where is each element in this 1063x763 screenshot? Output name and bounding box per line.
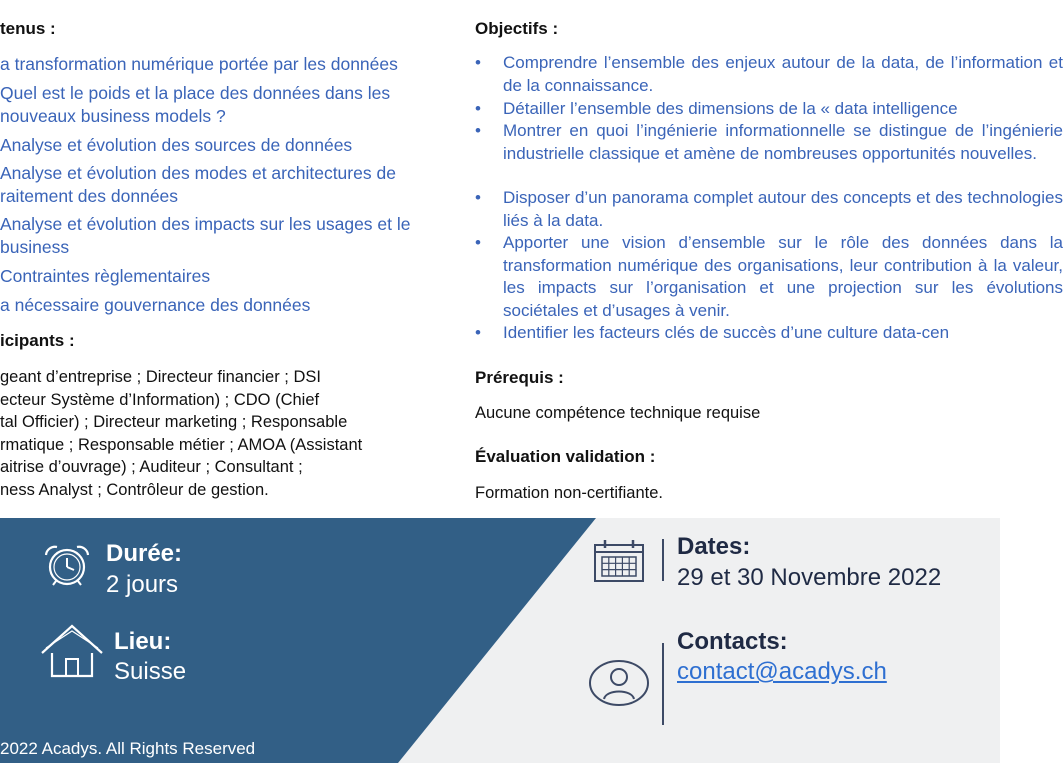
duree-value: 2 jours	[106, 571, 179, 598]
list-item: Quel est le poids et la place des données dans les	[0, 83, 391, 103]
list-item: a transformation numérique portée par les données	[0, 54, 398, 74]
list-item: Analyse et évolution des modes et architectures de	[0, 163, 396, 183]
dates-value: 29 et 30 Novembre 2022	[677, 564, 942, 591]
list-item: • Identifier les facteurs clés de succès d’une culture data-cen	[503, 322, 1063, 345]
participants-line: aitrise d’ouvrage) ; Auditeur ; Consultant ;	[0, 458, 303, 476]
calendar-icon	[593, 539, 645, 583]
list-item: • Apporter une vision d’ensemble sur le rôle des données dans la transformation numérique des organisations, leur contribution à la valeur, les impacts sur l’organisation et une projection sur les évolutions sociétales et d’usages à venir.	[503, 232, 1063, 322]
copyright-text: 2022 Acadys. All Rights Reserved	[0, 739, 256, 758]
contacts-divider	[662, 643, 664, 725]
participants-line: ness Analyst ; Contrôleur de gestion.	[0, 480, 269, 499]
participants-line: tal Officier) ; Directeur marketing ; Responsable	[0, 413, 348, 431]
prerequis-heading: Prérequis :	[475, 368, 564, 387]
house-icon	[40, 623, 104, 679]
contact-email-link[interactable]: contact@acadys.ch	[677, 658, 887, 685]
list-item: Analyse et évolution des impacts sur les usages et le	[0, 214, 411, 234]
participants-text	[0, 366, 430, 501]
list-item: • Comprendre l’ensemble des enjeux autour de la data, de l’information et de la connaissance.	[503, 52, 1063, 98]
contacts-label: Contacts:	[677, 628, 788, 655]
list-item: a nécessaire gouvernance des données	[0, 295, 311, 315]
participants-line: ecteur Système d’Information) ; CDO (Chief	[0, 390, 320, 409]
evaluation-heading: Évaluation validation :	[475, 447, 656, 466]
prerequis-text: Aucune compétence technique requise	[475, 404, 761, 422]
lieu-label: Lieu:	[114, 628, 172, 655]
list-item: • Montrer en quoi l’ingénierie informationnelle se distingue de l’ingénierie industrielle classique et amène de nombreuses opportunités nouvelles.	[503, 120, 1063, 165]
alarm-clock-icon	[42, 543, 92, 587]
list-item: • Détailler l’ensemble des dimensions de la « data intelligence	[503, 98, 1063, 121]
list-item: raitement des données	[0, 186, 179, 206]
participants-line: geant d’entreprise ; Directeur financier ; DSI	[0, 368, 321, 386]
list-item: • Disposer d’un panorama complet autour des concepts et des technologies liés à la data.	[503, 187, 1063, 232]
dates-label: Dates:	[677, 533, 751, 560]
objectifs-list	[475, 0, 1063, 345]
list-item: Analyse et évolution des sources de données	[0, 135, 353, 155]
contenus-heading: tenus :	[0, 19, 56, 38]
contenus-list	[0, 0, 440, 330]
participants-line: rmatique ; Responsable métier ; AMOA (Assistant	[0, 435, 363, 454]
info-footer	[0, 518, 1000, 763]
dates-divider	[662, 539, 664, 581]
lieu-value: Suisse	[114, 658, 187, 685]
participants-heading: icipants :	[0, 331, 75, 350]
duree-label: Durée:	[106, 540, 183, 567]
list-item: business	[0, 237, 70, 257]
list-item: Contraintes règlementaires	[0, 266, 211, 286]
objectifs-heading: Objectifs :	[475, 19, 559, 38]
list-item: nouveaux business models ?	[0, 106, 226, 126]
evaluation-text: Formation non-certifiante.	[475, 484, 664, 502]
contact-person-icon	[588, 658, 650, 708]
